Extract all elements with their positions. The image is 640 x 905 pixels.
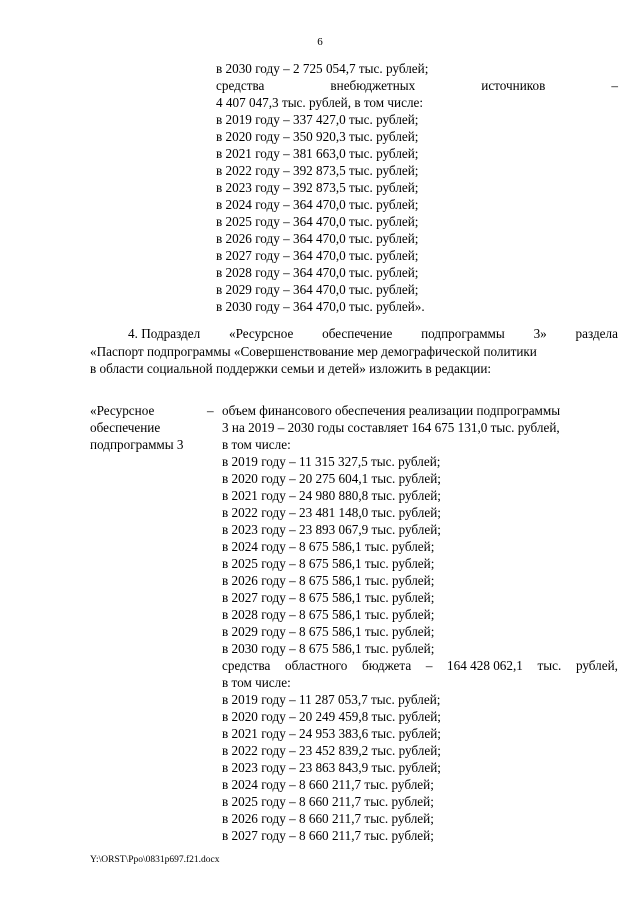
word: – xyxy=(425,658,433,673)
intro-line: 3 на 2019 – 2030 годы составляет 164 675 131,0 тыс. рублей, xyxy=(222,420,560,435)
year-line: в 2028 году – 8 675 586,1 тыс. рублей; xyxy=(222,607,435,622)
intro-line: в том числе: xyxy=(222,437,291,452)
paragraph-4-line-3: в области социальной поддержки семьи и детей» изложить в редакции: xyxy=(90,361,492,376)
label-line: обеспечение xyxy=(90,420,161,435)
intro-line: объем финансового обеспечения реализации подпрограммы xyxy=(222,403,561,418)
word: средства xyxy=(222,658,271,673)
extrabudget-heading xyxy=(216,77,618,94)
year-line: в 2025 году – 364 470,0 тыс. рублей; xyxy=(216,214,419,229)
paragraph-4-line-1 xyxy=(90,325,618,343)
word: внебюджетных xyxy=(330,78,416,93)
word: тыс. xyxy=(537,658,562,673)
word: 164 428 062,1 xyxy=(447,658,523,673)
label-line: «Ресурсное xyxy=(90,403,155,418)
year-line: в 2026 году – 8 675 586,1 тыс. рублей; xyxy=(222,573,435,588)
word: бюджета xyxy=(362,658,412,673)
year-line: в 2020 году – 20 275 604,1 тыс. рублей; xyxy=(222,471,441,486)
year-line: в 2020 году – 350 920,3 тыс. рублей; xyxy=(216,129,419,144)
year-line: в 2022 году – 23 452 839,2 тыс. рублей; xyxy=(222,743,441,758)
word: 4. Подраздел xyxy=(128,326,201,341)
year-line: в 2030 году – 8 675 586,1 тыс. рублей; xyxy=(222,641,435,656)
year-line: в 2021 году – 24 980 880,8 тыс. рублей; xyxy=(222,488,441,503)
word: средства xyxy=(216,78,265,93)
label-line: подпрограммы 3 xyxy=(90,437,184,452)
year-line: в 2024 году – 364 470,0 тыс. рублей; xyxy=(216,197,419,212)
year-line: в 2026 году – 364 470,0 тыс. рублей; xyxy=(216,231,419,246)
year-line: в 2022 году – 23 481 148,0 тыс. рублей; xyxy=(222,505,441,520)
year-line: в 2019 году – 337 427,0 тыс. рублей; xyxy=(216,112,419,127)
resource-label xyxy=(90,402,184,453)
year-line: в 2029 году – 364 470,0 тыс. рублей; xyxy=(216,282,419,297)
year-line: в 2024 году – 8 660 211,7 тыс. рублей; xyxy=(222,777,434,792)
year-line: в 2026 году – 8 660 211,7 тыс. рублей; xyxy=(222,811,434,826)
regional-tail: в том числе: xyxy=(222,675,291,690)
word: рублей, xyxy=(575,658,618,673)
word: обеспечение xyxy=(322,326,393,341)
footer-file-path: Y:\ORST\Ppo\0831p697.f21.docx xyxy=(90,855,220,865)
word: раздела xyxy=(575,326,618,341)
year-line: в 2020 году – 20 249 459,8 тыс. рублей; xyxy=(222,709,441,724)
year-line: в 2028 году – 364 470,0 тыс. рублей; xyxy=(216,265,419,280)
year-line: в 2023 году – 392 873,5 тыс. рублей; xyxy=(216,180,419,195)
year-line: в 2025 году – 8 675 586,1 тыс. рублей; xyxy=(222,556,435,571)
extrabudget-total: 4 407 047,3 тыс. рублей, в том числе: xyxy=(216,95,424,110)
word: 3» xyxy=(533,326,547,341)
resource-funding-block xyxy=(222,402,618,844)
year-line: в 2029 году – 8 675 586,1 тыс. рублей; xyxy=(222,624,435,639)
word: – xyxy=(611,78,618,93)
year-line: в 2021 году – 24 953 383,6 тыс. рублей; xyxy=(222,726,441,741)
year-line: в 2019 году – 11 287 053,7 тыс. рублей; xyxy=(222,692,441,707)
regional-heading xyxy=(222,657,618,674)
year-line: в 2019 году – 11 315 327,5 тыс. рублей; xyxy=(222,454,441,469)
year-line: в 2022 году – 392 873,5 тыс. рублей; xyxy=(216,163,419,178)
page-number: 6 xyxy=(317,36,323,48)
paragraph-4-line-2: «Паспорт подпрограммы «Совершенствование мер демографической политики xyxy=(90,343,537,359)
year-line: в 2023 году – 23 893 067,9 тыс. рублей; xyxy=(222,522,441,537)
paragraph-4 xyxy=(90,325,618,378)
year-line: в 2027 году – 8 675 586,1 тыс. рублей; xyxy=(222,590,435,605)
label-dash: – xyxy=(207,403,214,418)
word: областного xyxy=(285,658,348,673)
year-line: в 2025 году – 8 660 211,7 тыс. рублей; xyxy=(222,794,434,809)
year-line: в 2030 году – 364 470,0 тыс. рублей». xyxy=(216,299,425,314)
year-line: в 2030 году – 2 725 054,7 тыс. рублей; xyxy=(216,61,429,76)
year-line: в 2021 году – 381 663,0 тыс. рублей; xyxy=(216,146,419,161)
year-line: в 2027 году – 364 470,0 тыс. рублей; xyxy=(216,248,419,263)
year-line: в 2024 году – 8 675 586,1 тыс. рублей; xyxy=(222,539,435,554)
top-funding-block xyxy=(216,60,618,315)
word: источников xyxy=(481,78,546,93)
word: подпрограммы xyxy=(421,326,505,341)
year-line: в 2023 году – 23 863 843,9 тыс. рублей; xyxy=(222,760,441,775)
year-line: в 2027 году – 8 660 211,7 тыс. рублей; xyxy=(222,828,434,843)
word: «Ресурсное xyxy=(229,326,294,341)
